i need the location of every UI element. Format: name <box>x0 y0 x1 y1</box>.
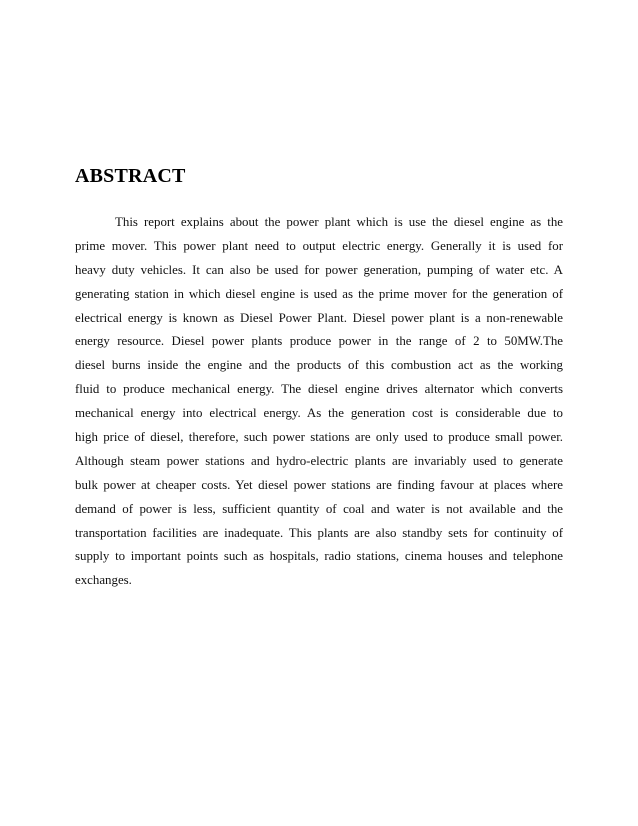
paragraph-line: heavy duty vehicles. It can also be used for power generation, pumping of water etc. A <box>75 262 563 277</box>
paragraph-line: generating station in which diesel engine is used as the prime mover for the generation of <box>75 286 563 301</box>
paragraph-line: demand of power is less, sufficient quantity of coal and water is not available and the <box>75 501 563 516</box>
paragraph-line: This report explains about the power plant which is use the diesel engine as the <box>115 215 563 229</box>
abstract-heading: ABSTRACT <box>75 165 186 187</box>
paragraph-line: fluid to produce mechanical energy. The diesel engine drives alternator which converts <box>75 382 563 397</box>
paragraph-line: bulk power at cheaper costs. Yet diesel power stations are finding favour at places where <box>75 477 563 492</box>
paragraph-line: mechanical energy into electrical energy. As the generation cost is considerable due to <box>75 406 563 421</box>
paragraph-line: diesel burns inside the engine and the products of this combustion act as the working <box>75 358 563 373</box>
paragraph-line: supply to important points such as hospitals, radio stations, cinema houses and telephone <box>75 549 563 564</box>
paragraph-line: exchanges. <box>75 573 132 588</box>
paragraph-line: high price of diesel, therefore, such power stations are only used to produce small power. <box>75 430 563 445</box>
paragraph-line: energy resource. Diesel power plants produce power in the range of 2 to 50MW.The <box>75 334 563 349</box>
paragraph-line: transportation facilities are inadequate. This plants are also standby sets for continuity of <box>75 525 563 540</box>
paragraph-line: electrical energy is known as Diesel Power Plant. Diesel power plant is a non-renewable <box>75 310 563 325</box>
abstract-paragraph <box>75 211 563 593</box>
paragraph-line: prime mover. This power plant need to output electric energy. Generally it is used for <box>75 238 563 253</box>
paragraph-line: Although steam power stations and hydro-electric plants are invariably used to generate <box>75 453 563 468</box>
